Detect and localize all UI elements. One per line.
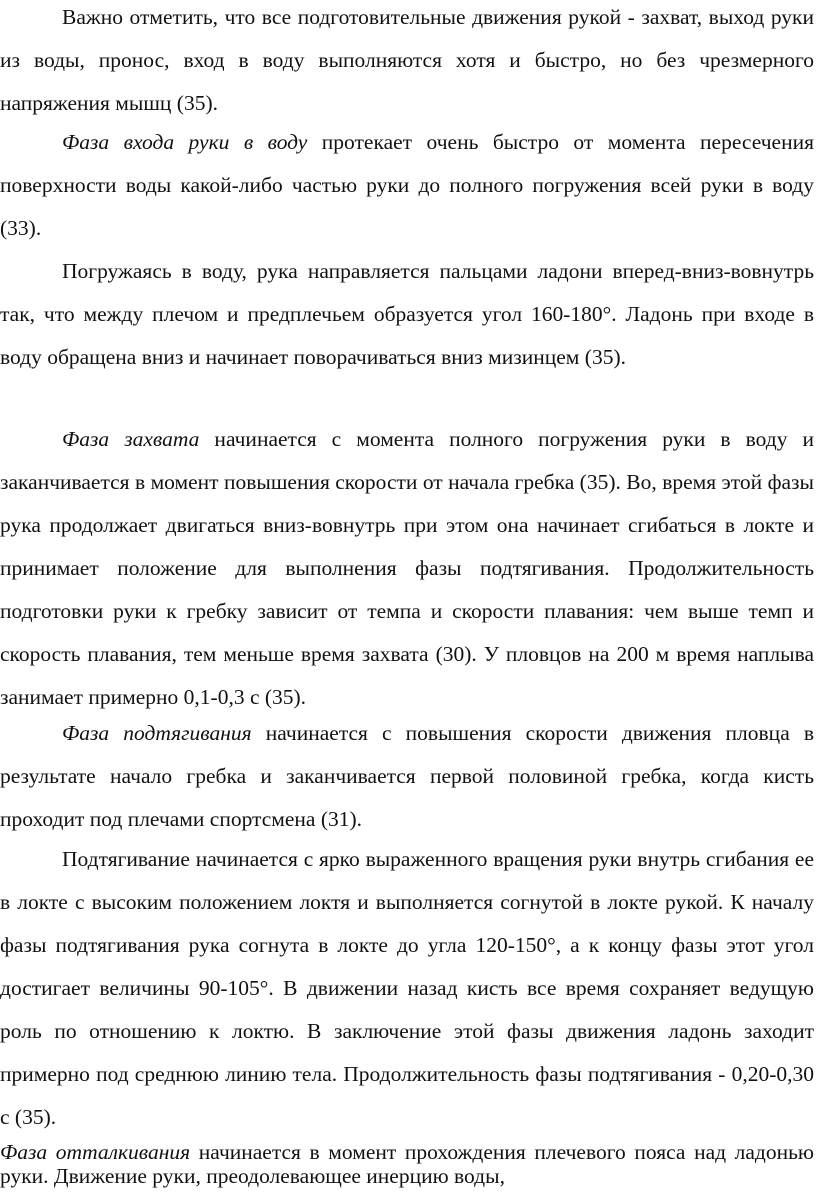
- paragraph-7: [0, 1140, 814, 1188]
- paragraph-2-italic: Фаза входа руки в воду: [62, 130, 308, 154]
- paragraph-4-text: начинается с момента полного погружения руки в воду и заканчивается в момент повышения скорости от начала гребка (35). Во, время этой фазы рука продолжает двигаться вниз-вовнутрь при этом она начинает сгибаться в локте и принимает положение для выполнения фазы подтягивания. Продолжительность подготовки руки к гребку зависит от темпа и скорости плавания: чем выше темп и скорость плавания, тем меньше время захвата (30). У пловцов на 200 м время наплыва занимает примерно 0,1-0,3 с (35).: [0, 427, 814, 709]
- paragraph-2-text: протекает очень быстро от момента пересечения поверхности воды какой-либо частью руки до полного погружения всей руки в воду (33).: [0, 130, 814, 240]
- paragraph-7-text: начинается в момент прохождения плечевого пояса над ладонью руки. Движение руки, преодолевающее инерцию воды,: [0, 1140, 814, 1188]
- paragraph-5-italic: Фаза подтягивания: [62, 721, 252, 745]
- paragraph-4: [0, 418, 814, 719]
- paragraph-2: [0, 121, 814, 250]
- paragraph-5-text: начинается с повышения скорости движения пловца в результате начало гребка и заканчивается первой половиной гребка, когда кисть проходит под плечами спортсмена (31).: [0, 721, 814, 831]
- paragraph-7-italic: Фаза отталкивания: [0, 1140, 191, 1164]
- paragraph-1: [0, 0, 814, 125]
- paragraph-3: [0, 250, 814, 379]
- paragraph-6-text: Подтягивание начинается с ярко выраженного вращения руки внутрь сгибания ее в локте с высоким положением локтя и выполняется согнутой в локте рукой. К началу фазы подтягивания рука согнута в локте до угла 120-150°, а к концу фазы этот угол достигает величины 90-105°. В движении назад кисть все время сохраняет ведущую роль по отношению к локтю. В заключение этой фазы движения ладонь заходит примерно под среднюю линию тела. Продолжительность фазы подтягивания - 0,20-0,30 с (35).: [0, 847, 814, 1129]
- paragraph-6: [0, 838, 814, 1139]
- paragraph-4-italic: Фаза захвата: [62, 427, 200, 451]
- paragraph-3-text: Погружаясь в воду, рука направляется пальцами ладони вперед-вниз-вовнутрь так, что между плечом и предплечьем образуется угол 160-180°. Ладонь при входе в воду обращена вниз и начинает поворачиваться вниз мизинцем (35).: [0, 259, 814, 369]
- paragraph-1-text: Важно отметить, что все подготовительные движения рукой - захват, выход руки из воды, пронос, вход в воду выполняются хотя и быстро, но без чрезмерного напряжения мышц (35).: [0, 5, 814, 115]
- paragraph-5: [0, 712, 814, 841]
